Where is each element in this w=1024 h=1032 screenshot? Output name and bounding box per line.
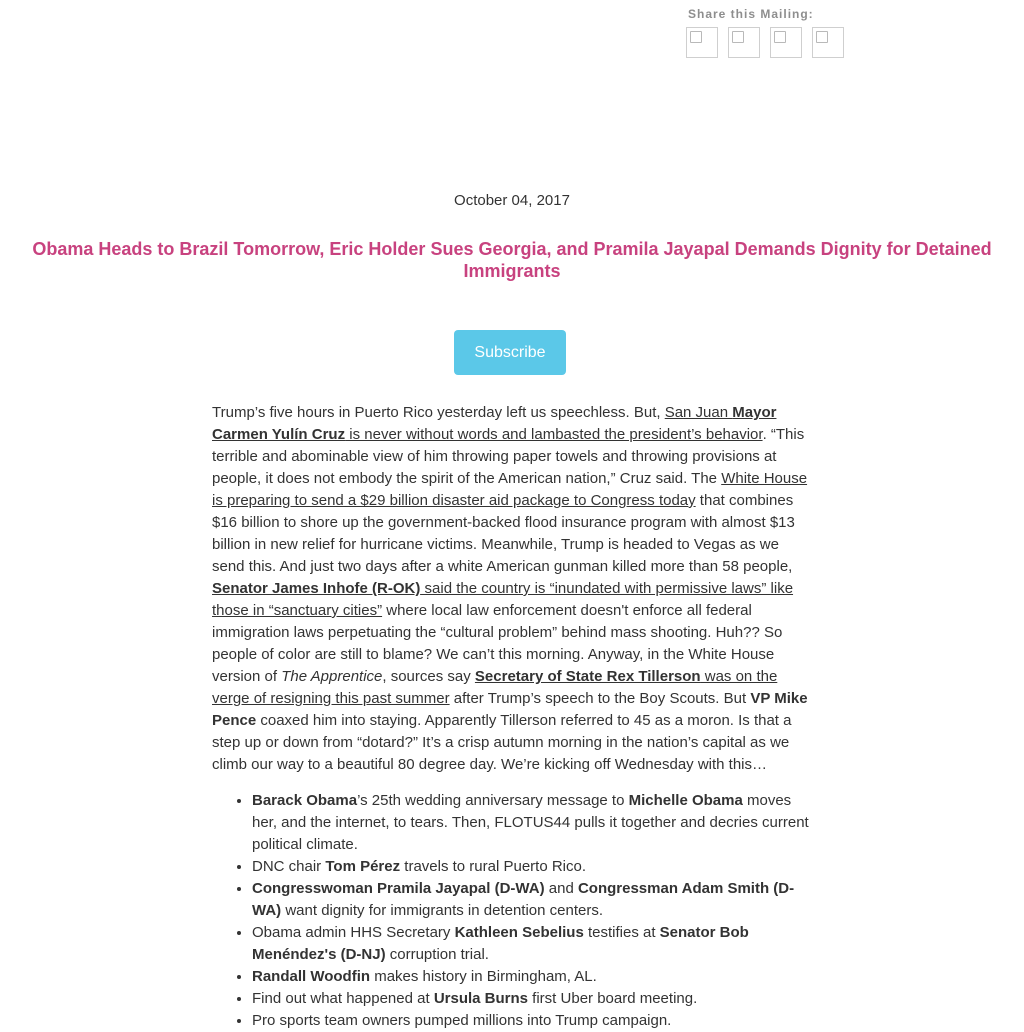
broken-image-icon xyxy=(690,31,702,43)
facebook-icon[interactable] xyxy=(686,27,718,58)
list-item: • Find out what happened at Ursula Burns first Uber board meeting. xyxy=(252,988,812,1010)
cruz-link[interactable]: San Juan Mayor Carmen Yulín Cruz is never without words and lambasted the president’s behavior xyxy=(212,404,777,443)
list-item: • Randall Woodfin makes history in Birmingham, AL. xyxy=(252,966,812,988)
share-label: Share this Mailing: xyxy=(688,7,814,21)
broken-image-icon xyxy=(774,31,786,43)
news-list xyxy=(212,790,812,1032)
list-item: • Congresswoman Pramila Jayapal (D-WA) and Congressman Adam Smith (D-WA) want dignity for immigrants in detention centers. xyxy=(252,878,812,922)
headline: Obama Heads to Brazil Tomorrow, Eric Holder Sues Georgia, and Pramila Jayapal Demands Dignity for Detained Immigrants xyxy=(32,239,992,281)
intro-paragraph: Trump’s five hours in Puerto Rico yesterday left us speechless. But, San Juan Mayor Carmen Yulín Cruz is never without words and lambasted the president’s behavior. “This terrible and abominable view of him throwing paper towels and throwing provisions at people, it does not embody the spirit of the American nation,” Cruz said. The White House is preparing to send a $29 billion disaster aid package to Congress today that combines $16 billion to shore up the government-backed flood insurance program with almost $13 billion in new relief for hurricane victims. Meanwhile, Trump is headed to Vegas as we send this. And just two days after a white American gunman killed more than 58 people, Senator James Inhofe (R-OK) said the country is “inundated with permissive laws” like those in “sanctuary cities” where local law enforcement doesn't enforce all federal immigration laws perpetuating the “cultural problem” behind mass shooting. Huh?? So people of color are still to blame? We can’t this morning. Anyway, in the White House version of The Apprentice, sources say Secretary of State Rex Tillerson was on the verge of resigning this past summer after Trump’s speech to the Boy Scouts. But VP Mike Pence coaxed him into staying. Apparently Tillerson referred to 45 as a moron. Is that a step up or down from “dotard?” It’s a crisp autumn morning in the nation’s capital as we climb our way to a beautiful 80 degree day. We’re kicking off Wednesday with this… xyxy=(212,404,808,773)
inhofe-link[interactable]: Senator James Inhofe (R-OK) said the country is “inundated with permissive laws” like those in “sanctuary cities” xyxy=(212,580,794,619)
tillerson-link[interactable]: Secretary of State Rex Tillerson was on the verge of resigning this past summer xyxy=(212,668,778,707)
subscribe-button[interactable]: Subscribe xyxy=(454,330,566,375)
list-item: • DNC chair Tom Pérez travels to rural Puerto Rico. xyxy=(252,856,812,878)
email-icon[interactable] xyxy=(812,27,844,58)
twitter-icon[interactable] xyxy=(728,27,760,58)
list-item: • Obama admin HHS Secretary Kathleen Sebelius testifies at Senator Bob Menéndez's (D-NJ) corruption trial. xyxy=(252,922,812,966)
broken-image-icon xyxy=(816,31,828,43)
mailing-date: October 04, 2017 xyxy=(454,192,570,209)
share-icons xyxy=(686,27,844,58)
list-item: • Barack Obama’s 25th wedding anniversary message to Michelle Obama moves her, and the internet, to tears. Then, FLOTUS44 pulls it together and decries current political climate. xyxy=(252,790,812,856)
linkedin-icon[interactable] xyxy=(770,27,802,58)
share-panel xyxy=(688,7,844,58)
list-item: • Pro sports team owners pumped millions into Trump campaign. xyxy=(252,1010,812,1032)
article-body xyxy=(212,402,812,1032)
broken-image-icon xyxy=(732,31,744,43)
aid-package-link[interactable]: White House is preparing to send a $29 billion disaster aid package to Congress today xyxy=(212,470,808,509)
